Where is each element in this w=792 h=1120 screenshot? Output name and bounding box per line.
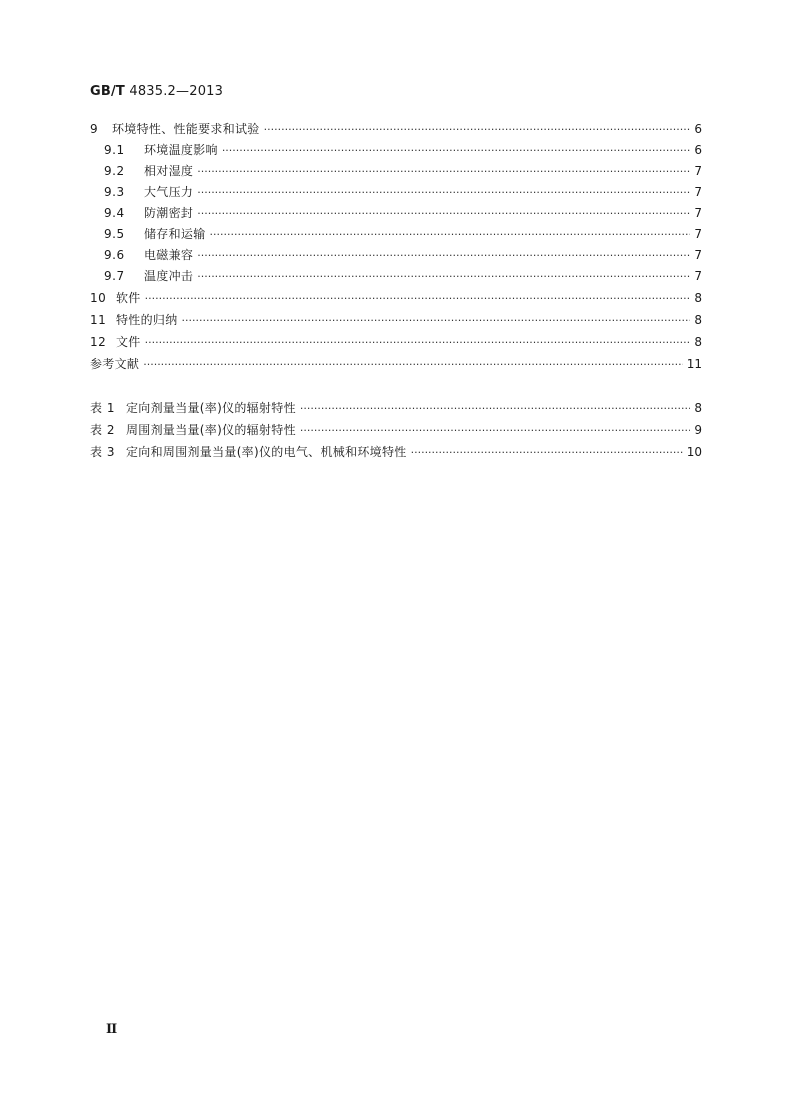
toc-entry-title: 电磁兼容 bbox=[144, 248, 194, 262]
toc-entry-number: 9.3 bbox=[104, 185, 125, 199]
dot-leader bbox=[222, 140, 690, 161]
dot-leader bbox=[197, 203, 690, 224]
toc-entry-number: 9.4 bbox=[104, 206, 125, 220]
toc-entry-9[interactable] bbox=[90, 118, 702, 140]
dot-leader bbox=[300, 398, 690, 420]
dot-leader bbox=[264, 119, 690, 141]
dot-leader bbox=[210, 224, 690, 245]
toc-entry-number: 9.6 bbox=[104, 248, 125, 262]
toc-entry-page: 8 bbox=[694, 335, 702, 349]
dot-leader bbox=[145, 288, 690, 310]
dot-leader bbox=[197, 245, 690, 266]
dot-leader bbox=[300, 420, 690, 442]
toc-entry-title: 特性的归纳 bbox=[116, 313, 178, 327]
standard-number: 4835.2—2013 bbox=[129, 84, 224, 99]
dot-leader bbox=[197, 182, 690, 203]
dot-leader bbox=[197, 266, 690, 287]
toc-table-title: 周围剂量当量(率)仪的辐射特性 bbox=[126, 423, 296, 437]
page-number-roman: II bbox=[106, 1022, 117, 1037]
toc-entry-title: 参考文献 bbox=[90, 357, 140, 371]
toc-entry-number: 9 bbox=[90, 122, 99, 136]
toc-table-page: 10 bbox=[686, 445, 702, 459]
toc-entry-9-2[interactable] bbox=[90, 161, 702, 182]
toc-table-3[interactable] bbox=[90, 441, 702, 463]
toc-entry-11[interactable] bbox=[90, 309, 702, 331]
toc-table-page: 9 bbox=[694, 423, 702, 437]
toc-entry-9-5[interactable] bbox=[90, 224, 702, 245]
table-of-contents bbox=[90, 118, 702, 463]
toc-entry-number: 9.2 bbox=[104, 164, 125, 178]
section-gap bbox=[90, 375, 702, 397]
toc-table-number: 表 3 bbox=[90, 445, 115, 459]
toc-entry-10[interactable] bbox=[90, 287, 702, 309]
toc-entry-12[interactable] bbox=[90, 331, 702, 353]
standard-code: GB/T bbox=[90, 84, 125, 99]
toc-entry-title: 环境特性、性能要求和试验 bbox=[112, 122, 260, 136]
toc-entry-page: 8 bbox=[694, 291, 702, 305]
toc-entry-title: 防潮密封 bbox=[144, 206, 194, 220]
toc-table-number: 表 2 bbox=[90, 423, 115, 437]
toc-table-page: 8 bbox=[694, 401, 702, 415]
toc-entry-page: 8 bbox=[694, 313, 702, 327]
toc-entry-title: 软件 bbox=[116, 291, 141, 305]
toc-entry-references[interactable] bbox=[90, 353, 702, 375]
toc-entry-page: 6 bbox=[694, 122, 702, 136]
dot-leader bbox=[197, 161, 690, 182]
toc-entry-title: 文件 bbox=[116, 335, 141, 349]
toc-entry-page: 7 bbox=[694, 227, 702, 241]
toc-table-number: 表 1 bbox=[90, 401, 115, 415]
dot-leader bbox=[143, 354, 683, 376]
toc-entry-page: 7 bbox=[694, 269, 702, 283]
dot-leader bbox=[411, 442, 683, 464]
toc-entry-page: 7 bbox=[694, 206, 702, 220]
toc-entry-page: 7 bbox=[694, 185, 702, 199]
toc-entry-title: 环境温度影响 bbox=[144, 143, 218, 157]
toc-entry-number: 10 bbox=[90, 291, 107, 305]
toc-entry-9-1[interactable] bbox=[90, 140, 702, 161]
dot-leader bbox=[145, 332, 690, 354]
toc-table-title: 定向剂量当量(率)仪的辐射特性 bbox=[126, 401, 296, 415]
toc-entry-title: 大气压力 bbox=[144, 185, 194, 199]
toc-entry-9-3[interactable] bbox=[90, 182, 702, 203]
toc-entry-page: 7 bbox=[694, 164, 702, 178]
toc-entry-number: 9.5 bbox=[104, 227, 125, 241]
toc-entry-number: 9.7 bbox=[104, 269, 125, 283]
toc-entry-page: 7 bbox=[694, 248, 702, 262]
toc-entry-number: 9.1 bbox=[104, 143, 125, 157]
toc-entry-number: 12 bbox=[90, 335, 107, 349]
toc-entry-number: 11 bbox=[90, 313, 107, 327]
dot-leader bbox=[182, 310, 690, 332]
toc-table-title: 定向和周围剂量当量(率)仪的电气、机械和环境特性 bbox=[126, 445, 407, 459]
toc-entry-9-4[interactable] bbox=[90, 203, 702, 224]
toc-entry-page: 6 bbox=[694, 143, 702, 157]
toc-entry-title: 相对湿度 bbox=[144, 164, 194, 178]
toc-entry-9-6[interactable] bbox=[90, 245, 702, 266]
toc-table-1[interactable] bbox=[90, 397, 702, 419]
toc-table-2[interactable] bbox=[90, 419, 702, 441]
toc-entry-page: 11 bbox=[686, 357, 702, 371]
toc-entry-title: 储存和运输 bbox=[144, 227, 206, 241]
toc-entry-9-7[interactable] bbox=[90, 266, 702, 287]
toc-entry-title: 温度冲击 bbox=[144, 269, 194, 283]
document-header bbox=[90, 84, 223, 99]
